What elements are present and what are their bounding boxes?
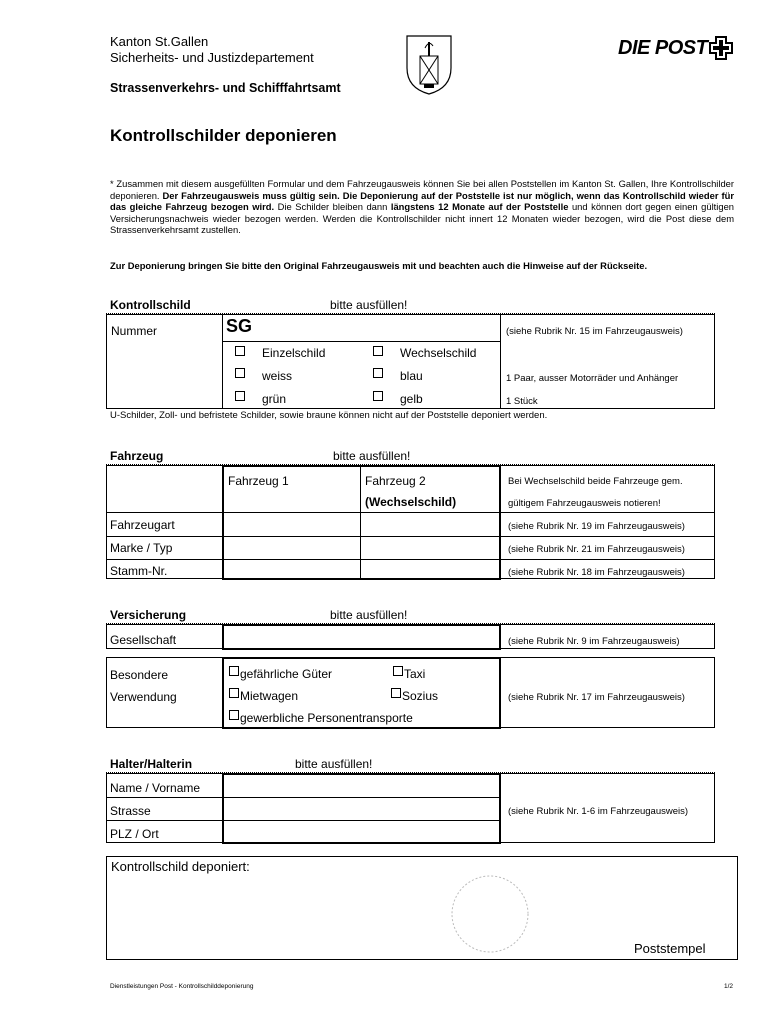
rubrik-1-6: (siehe Rubrik Nr. 1-6 im Fahrzeugausweis): [508, 806, 689, 817]
office-name: Strassenverkehrs- und Schifffahrtsamt: [110, 81, 341, 95]
page-title: Kontrollschilder deponieren: [110, 126, 337, 145]
poststempel-label: Poststempel: [634, 941, 706, 956]
note-wechsel-2: gültigem Fahrzeugausweis notieren!: [508, 498, 661, 509]
post-cross-icon: [708, 35, 734, 61]
blau-label: blau: [400, 369, 423, 383]
checkbox-gelb[interactable]: [373, 391, 383, 401]
fill-hint: bitte ausfüllen!: [330, 608, 408, 622]
rubrik-21: (siehe Rubrik Nr. 21 im Fahrzeugausweis): [508, 544, 685, 555]
stamm-input-2[interactable]: [361, 560, 499, 578]
department-name: Sicherheits- und Justizdepartement: [110, 50, 314, 65]
canton-name: Kanton St.Gallen: [110, 34, 209, 49]
name-input[interactable]: [224, 775, 499, 796]
taxi-label: Taxi: [404, 667, 426, 681]
checkbox-taxi[interactable]: [393, 666, 403, 676]
gesellschaft-label: Gesellschaft: [110, 633, 177, 647]
checkbox-einzelschild[interactable]: [235, 346, 245, 356]
rubrik-17: (siehe Rubrik Nr. 17 im Fahrzeugausweis): [508, 692, 685, 703]
strasse-input[interactable]: [224, 798, 499, 819]
col-fahrzeug-2: Fahrzeug 2: [365, 474, 426, 488]
post-logo-text: DIE POST: [618, 37, 708, 59]
gelb-label: gelb: [400, 392, 423, 406]
section-heading-fahrzeug: Fahrzeug: [110, 449, 164, 463]
wechselschild-label: Wechselschild: [400, 346, 477, 360]
checkbox-mietwagen[interactable]: [229, 688, 239, 698]
coat-of-arms-icon: [405, 34, 453, 96]
einzelschild-label: Einzelschild: [262, 346, 326, 360]
checkbox-gewerbliche-transporte[interactable]: [229, 710, 239, 720]
mietwagen-label: Mietwagen: [240, 689, 299, 703]
stamp-circle-icon: [450, 874, 530, 954]
checkbox-wechselschild[interactable]: [373, 346, 383, 356]
checkbox-gruen[interactable]: [235, 391, 245, 401]
rubrik-19: (siehe Rubrik Nr. 19 im Fahrzeugausweis): [508, 521, 685, 532]
note-paar: 1 Paar, ausser Motorräder und Anhänger: [506, 373, 679, 384]
besondere-label: Besondere: [110, 668, 169, 682]
strasse-label: Strasse: [110, 804, 151, 818]
stamm-label: Stamm-Nr.: [110, 564, 168, 578]
fill-hint: bitte ausfüllen!: [330, 298, 408, 312]
note-stueck: 1 Stück: [506, 396, 538, 407]
fahrzeugart-label: Fahrzeugart: [110, 518, 175, 532]
fahrzeugart-input-1[interactable]: [224, 513, 359, 535]
fill-hint: bitte ausfüllen!: [333, 449, 411, 463]
gruen-label: grün: [262, 392, 287, 406]
checkbox-gefaehrliche-gueter[interactable]: [229, 666, 239, 676]
section-heading-halter: Halter/Halterin: [110, 757, 193, 771]
page-number: 1/2: [724, 983, 734, 990]
fill-hint: bitte ausfüllen!: [295, 757, 373, 771]
section-heading-kontrollschild: Kontrollschild: [110, 298, 191, 312]
name-label: Name / Vorname: [110, 781, 201, 795]
checkbox-weiss[interactable]: [235, 368, 245, 378]
verwendung-label: Verwendung: [110, 690, 177, 704]
fahrzeugart-input-2[interactable]: [361, 513, 499, 535]
rubrik-9: (siehe Rubrik Nr. 9 im Fahrzeugausweis): [508, 636, 680, 647]
note-wechsel-1: Bei Wechselschild beide Fahrzeuge gem.: [508, 476, 683, 487]
instruction-note: Zur Deponierung bringen Sie bitte den Original Fahrzeugausweis mit und beachten auch die Hinweise auf der Rückseite.: [110, 260, 648, 271]
footer-text: Dienstleistungen Post - Kontrollschilddeponierung: [110, 983, 254, 990]
intro-paragraph: * Zusammen mit diesem ausgefüllten Formular und dem Fahrzeugausweis können Sie bei allen Poststellen im Kanton St. Gallen, Ihre Kontrollschilder deponieren. Der Fahrzeugausweis muss gültig sein. Die Deponierung auf der Poststelle ist nur möglich, wenn das Kontrollschild wieder für das gleiche Fahrzeug bezogen wird. Die Schilder bleiben dann längstens 12 Monate auf der Poststelle und können dort gegen einen gültigen Versicherungsnachweis wieder bezogen werden. Werden die Kontrollschilder nicht innert 12 Monaten wieder bezogen, wird die Post diese dem Strassenverkehrsamt zustellen.: [110, 178, 735, 236]
gefaehrliche-gueter-label: gefährliche Güter: [240, 667, 333, 681]
gewerbliche-transporte-label: gewerbliche Personentransporte: [240, 711, 413, 725]
checkbox-blau[interactable]: [373, 368, 383, 378]
plz-label: PLZ / Ort: [110, 827, 159, 841]
kontrollschild-footnote: U-Schilder, Zoll- und befristete Schilder, sowie braune können nicht auf der Poststelle deponiert werden.: [110, 410, 548, 421]
checkbox-sozius[interactable]: [391, 688, 401, 698]
nummer-label: Nummer: [111, 324, 158, 338]
marke-input-1[interactable]: [224, 537, 359, 558]
col-fahrzeug-1: Fahrzeug 1: [228, 474, 289, 488]
rubrik-18: (siehe Rubrik Nr. 18 im Fahrzeugausweis): [508, 567, 685, 578]
marke-input-2[interactable]: [361, 537, 499, 558]
canton-prefix: SG: [226, 316, 253, 336]
deponiert-label: Kontrollschild deponiert:: [111, 859, 250, 874]
plz-input[interactable]: [224, 821, 499, 842]
marke-label: Marke / Typ: [110, 541, 173, 555]
weiss-label: weiss: [262, 369, 293, 383]
nummer-input[interactable]: [223, 315, 500, 341]
gesellschaft-input[interactable]: [222, 624, 501, 650]
col-wechselschild: (Wechselschild): [365, 495, 457, 509]
sozius-label: Sozius: [402, 689, 439, 703]
rubrik-15: (siehe Rubrik Nr. 15 im Fahrzeugausweis): [506, 326, 683, 337]
section-heading-versicherung: Versicherung: [110, 608, 187, 622]
stamm-input-1[interactable]: [224, 560, 359, 578]
